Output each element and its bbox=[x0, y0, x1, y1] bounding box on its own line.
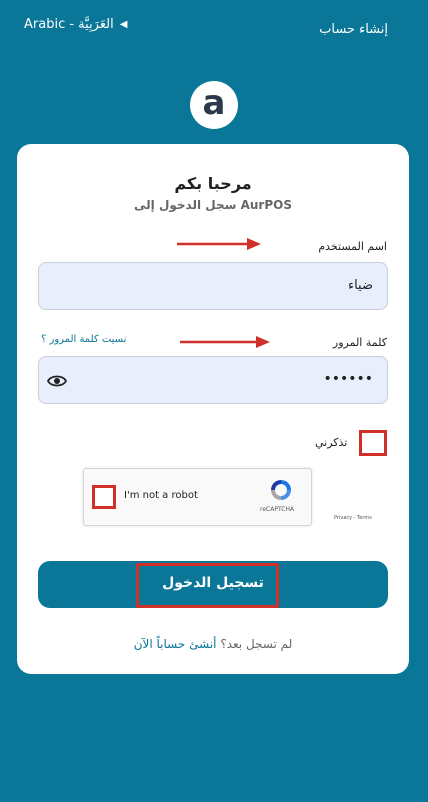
remember-me-checkbox[interactable] bbox=[359, 430, 387, 456]
red-arrow-icon bbox=[177, 237, 261, 251]
login-button-label: تسجيل الدخول bbox=[162, 575, 264, 591]
username-input[interactable] bbox=[38, 262, 388, 310]
login-subtitle: سجل الدخول إلى AurPOS bbox=[134, 198, 292, 212]
recaptcha-brand: reCAPTCHA bbox=[260, 506, 295, 513]
app-logo bbox=[190, 81, 238, 129]
logo-glyph: a bbox=[202, 83, 226, 123]
recaptcha-logo-icon bbox=[268, 477, 294, 503]
forgot-password-link[interactable]: نسيت كلمة المرور ؟ bbox=[41, 334, 127, 345]
triangle-left-icon: ◀ bbox=[119, 19, 128, 30]
language-label: Arabic - العَرَبِيَّة bbox=[24, 17, 114, 32]
recaptcha-label: I'm not a robot bbox=[124, 490, 198, 501]
password-label: كلمة المرور bbox=[332, 336, 387, 349]
remember-me-label: تذكرني bbox=[315, 436, 348, 449]
no-account-text: لم تسجل بعد؟ bbox=[220, 637, 293, 651]
password-input[interactable] bbox=[38, 356, 388, 404]
language-selector[interactable] bbox=[24, 17, 127, 32]
login-card bbox=[17, 144, 409, 674]
signup-link[interactable]: إنشاء حساب bbox=[319, 22, 388, 37]
red-arrow-icon bbox=[180, 335, 270, 349]
recaptcha-terms[interactable]: Privacy - Terms bbox=[334, 515, 372, 521]
top-bar bbox=[0, 0, 428, 60]
create-account-link[interactable]: أنشئ حساباً الآن bbox=[133, 637, 217, 651]
eye-icon[interactable] bbox=[47, 373, 67, 389]
annotation-outline bbox=[136, 563, 279, 608]
login-button[interactable] bbox=[38, 561, 388, 608]
username-label: اسم المستخدم bbox=[318, 240, 387, 253]
welcome-title: مرحبا بكم bbox=[174, 174, 252, 193]
password-value: •••••• bbox=[323, 371, 373, 387]
recaptcha-checkbox[interactable] bbox=[92, 485, 116, 509]
username-value: ضياء bbox=[347, 278, 373, 293]
recaptcha-widget bbox=[83, 468, 312, 526]
signup-prompt bbox=[17, 637, 409, 651]
